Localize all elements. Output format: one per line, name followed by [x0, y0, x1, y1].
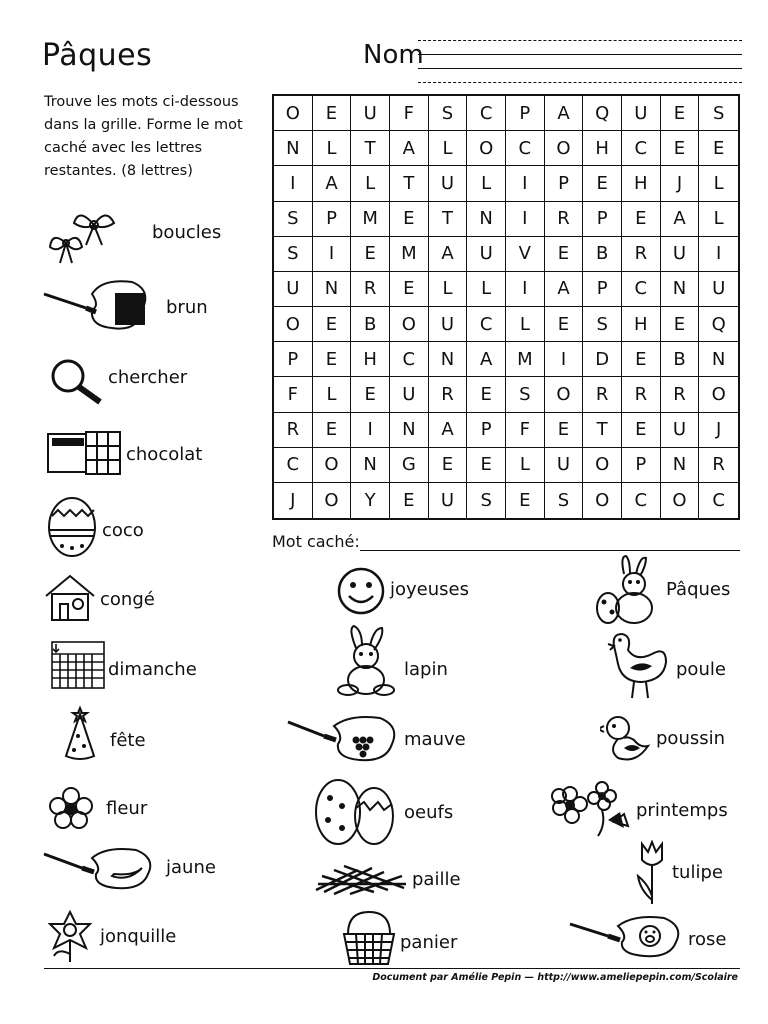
grid-cell-r11-c7[interactable]: S — [545, 483, 584, 518]
tulip-icon — [634, 840, 670, 906]
grid-cell-r4-c9[interactable]: R — [622, 237, 661, 272]
word-coco: coco — [102, 520, 144, 541]
grid-cell-r9-c0[interactable]: R — [274, 413, 313, 448]
grid-cell-r2-c2[interactable]: L — [351, 166, 390, 201]
grid-cell-r6-c3[interactable]: O — [390, 307, 429, 342]
grid-cell-r7-c1[interactable]: E — [313, 342, 352, 377]
grid-cell-r1-c5[interactable]: O — [467, 131, 506, 166]
word-dimanche: dimanche — [108, 659, 197, 680]
word-boucles: boucles — [152, 222, 222, 243]
grid-cell-r2-c6[interactable]: I — [506, 166, 545, 201]
grid-cell-r6-c2[interactable]: B — [351, 307, 390, 342]
grid-cell-r7-c11[interactable]: N — [699, 342, 738, 377]
grid-cell-r11-c3[interactable]: E — [390, 483, 429, 518]
word-lapin: lapin — [404, 659, 448, 680]
grid-cell-r11-c0[interactable]: J — [274, 483, 313, 518]
grid-cell-r10-c1[interactable]: O — [313, 448, 352, 483]
grid-cell-r7-c10[interactable]: B — [661, 342, 700, 377]
grid-cell-r9-c2[interactable]: I — [351, 413, 390, 448]
grid-cell-r5-c4[interactable]: L — [429, 272, 468, 307]
grid-cell-r5-c0[interactable]: U — [274, 272, 313, 307]
grid-cell-r7-c9[interactable]: E — [622, 342, 661, 377]
bows-icon — [44, 205, 144, 270]
word-chocolat: chocolat — [126, 444, 203, 465]
grid-cell-r10-c6[interactable]: L — [506, 448, 545, 483]
grid-cell-r5-c10[interactable]: N — [661, 272, 700, 307]
grid-cell-r0-c7[interactable]: A — [545, 96, 584, 131]
grid-cell-r4-c1[interactable]: I — [313, 237, 352, 272]
grid-cell-r8-c8[interactable]: R — [583, 377, 622, 412]
grid-cell-r8-c1[interactable]: L — [313, 377, 352, 412]
word-paille: paille — [412, 869, 461, 890]
palette-brown-icon — [42, 276, 152, 336]
grid-cell-r10-c4[interactable]: E — [429, 448, 468, 483]
grid-cell-r9-c10[interactable]: U — [661, 413, 700, 448]
grid-cell-r8-c9[interactable]: R — [622, 377, 661, 412]
grid-cell-r1-c8[interactable]: H — [583, 131, 622, 166]
grid-cell-r3-c6[interactable]: I — [506, 202, 545, 237]
grid-cell-r4-c3[interactable]: M — [390, 237, 429, 272]
grid-cell-r9-c5[interactable]: P — [467, 413, 506, 448]
name-guide-line-mid — [418, 54, 742, 55]
grid-cell-r6-c0[interactable]: O — [274, 307, 313, 342]
bunny-icon — [334, 624, 398, 696]
basket-icon — [340, 910, 398, 966]
chick-icon — [600, 712, 652, 764]
grid-cell-r8-c5[interactable]: E — [467, 377, 506, 412]
grid-cell-r5-c9[interactable]: C — [622, 272, 661, 307]
grid-cell-r3-c8[interactable]: P — [583, 202, 622, 237]
word-chercher: chercher — [108, 367, 188, 388]
grid-cell-r7-c4[interactable]: N — [429, 342, 468, 377]
grid-cell-r3-c11[interactable]: L — [699, 202, 738, 237]
grid-cell-r7-c2[interactable]: H — [351, 342, 390, 377]
house-icon — [42, 572, 98, 624]
grid-cell-r8-c7[interactable]: O — [545, 377, 584, 412]
grid-cell-r10-c11[interactable]: R — [699, 448, 738, 483]
grid-cell-r7-c3[interactable]: C — [390, 342, 429, 377]
grid-cell-r4-c6[interactable]: V — [506, 237, 545, 272]
palette-pink-icon — [568, 912, 686, 962]
grid-cell-r6-c4[interactable]: U — [429, 307, 468, 342]
name-write-line[interactable] — [418, 68, 742, 69]
grid-cell-r6-c6[interactable]: L — [506, 307, 545, 342]
grid-cell-r7-c6[interactable]: M — [506, 342, 545, 377]
word-jaune: jaune — [166, 857, 216, 878]
word-mauve: mauve — [404, 729, 466, 750]
grid-cell-r6-c1[interactable]: E — [313, 307, 352, 342]
grid-cell-r1-c0[interactable]: N — [274, 131, 313, 166]
word-poule: poule — [676, 659, 726, 680]
grid-cell-r6-c5[interactable]: C — [467, 307, 506, 342]
grid-cell-r0-c6[interactable]: P — [506, 96, 545, 131]
grid-cell-r10-c10[interactable]: N — [661, 448, 700, 483]
grid-cell-r0-c2[interactable]: U — [351, 96, 390, 131]
grid-cell-r1-c9[interactable]: C — [622, 131, 661, 166]
grid-cell-r5-c7[interactable]: A — [545, 272, 584, 307]
grid-cell-r6-c9[interactable]: H — [622, 307, 661, 342]
grid-cell-r2-c5[interactable]: L — [467, 166, 506, 201]
grid-cell-r1-c3[interactable]: A — [390, 131, 429, 166]
grid-cell-r9-c1[interactable]: E — [313, 413, 352, 448]
grid-cell-r0-c1[interactable]: E — [313, 96, 352, 131]
straw-icon — [314, 860, 408, 896]
grid-cell-r1-c4[interactable]: L — [429, 131, 468, 166]
chocolate-bar-icon — [46, 428, 124, 478]
grid-cell-r8-c0[interactable]: F — [274, 377, 313, 412]
grid-cell-r2-c7[interactable]: P — [545, 166, 584, 201]
grid-cell-r0-c11[interactable]: S — [699, 96, 738, 131]
palette-purple-icon — [286, 714, 402, 764]
grid-cell-r5-c3[interactable]: E — [390, 272, 429, 307]
daffodil-icon — [44, 908, 96, 964]
grid-cell-r9-c9[interactable]: E — [622, 413, 661, 448]
grid-cell-r11-c1[interactable]: O — [313, 483, 352, 518]
grid-cell-r8-c6[interactable]: S — [506, 377, 545, 412]
grid-cell-r8-c10[interactable]: R — [661, 377, 700, 412]
grid-cell-r8-c11[interactable]: O — [699, 377, 738, 412]
grid-cell-r8-c3[interactable]: U — [390, 377, 429, 412]
grid-cell-r4-c4[interactable]: A — [429, 237, 468, 272]
grid-cell-r1-c6[interactable]: C — [506, 131, 545, 166]
grid-cell-r9-c4[interactable]: A — [429, 413, 468, 448]
word-tulipe: tulipe — [672, 862, 723, 883]
grid-cell-r3-c3[interactable]: E — [390, 202, 429, 237]
word-search-grid — [272, 94, 740, 520]
grid-cell-r2-c8[interactable]: E — [583, 166, 622, 201]
word-paques: Pâques — [666, 579, 731, 600]
grid-cell-r8-c2[interactable]: E — [351, 377, 390, 412]
grid-cell-r0-c3[interactable]: F — [390, 96, 429, 131]
word-conge: congé — [100, 589, 155, 610]
party-hat-icon — [60, 706, 100, 762]
grid-cell-r2-c1[interactable]: A — [313, 166, 352, 201]
palette-yellow-icon — [42, 846, 158, 892]
grid-cell-r8-c4[interactable]: R — [429, 377, 468, 412]
grid-cell-r7-c5[interactable]: A — [467, 342, 506, 377]
grid-cell-r6-c7[interactable]: E — [545, 307, 584, 342]
grid-cell-r10-c7[interactable]: U — [545, 448, 584, 483]
grid-cell-r1-c1[interactable]: L — [313, 131, 352, 166]
grid-cell-r3-c9[interactable]: E — [622, 202, 661, 237]
grid-cell-r6-c8[interactable]: S — [583, 307, 622, 342]
grid-cell-r7-c8[interactable]: D — [583, 342, 622, 377]
grid-cell-r9-c6[interactable]: F — [506, 413, 545, 448]
name-guide-line-bottom — [418, 82, 742, 83]
grid-cell-r4-c7[interactable]: E — [545, 237, 584, 272]
grid-cell-r1-c7[interactable]: O — [545, 131, 584, 166]
grid-cell-r3-c0[interactable]: S — [274, 202, 313, 237]
smiley-icon — [336, 566, 386, 616]
grid-cell-r11-c6[interactable]: E — [506, 483, 545, 518]
easter-bunny-eggs-icon — [594, 554, 662, 626]
grid-cell-r2-c11[interactable]: L — [699, 166, 738, 201]
grid-cell-r2-c4[interactable]: U — [429, 166, 468, 201]
grid-cell-r1-c11[interactable]: E — [699, 131, 738, 166]
grid-cell-r10-c2[interactable]: N — [351, 448, 390, 483]
grid-cell-r1-c2[interactable]: T — [351, 131, 390, 166]
grid-cell-r3-c10[interactable]: A — [661, 202, 700, 237]
grid-cell-r0-c4[interactable]: S — [429, 96, 468, 131]
word-panier: panier — [400, 932, 458, 953]
grid-cell-r3-c2[interactable]: M — [351, 202, 390, 237]
grid-cell-r4-c0[interactable]: S — [274, 237, 313, 272]
grid-cell-r5-c1[interactable]: N — [313, 272, 352, 307]
grid-cell-r10-c8[interactable]: O — [583, 448, 622, 483]
hidden-word-label: Mot caché: — [272, 532, 360, 551]
word-poussin: poussin — [656, 728, 726, 749]
grid-cell-r5-c2[interactable]: R — [351, 272, 390, 307]
grid-cell-r3-c4[interactable]: T — [429, 202, 468, 237]
decorated-egg-icon — [46, 496, 98, 558]
hen-icon — [606, 628, 670, 700]
grid-cell-r6-c10[interactable]: E — [661, 307, 700, 342]
spring-flowers-icon — [550, 774, 636, 840]
grid-cell-r3-c1[interactable]: P — [313, 202, 352, 237]
grid-cell-r0-c10[interactable]: E — [661, 96, 700, 131]
grid-cell-r4-c10[interactable]: U — [661, 237, 700, 272]
grid-cell-r2-c0[interactable]: I — [274, 166, 313, 201]
grid-cell-r11-c8[interactable]: O — [583, 483, 622, 518]
grid-cell-r2-c9[interactable]: H — [622, 166, 661, 201]
footer-rule — [44, 968, 740, 969]
grid-cell-r10-c0[interactable]: C — [274, 448, 313, 483]
grid-cell-r5-c11[interactable]: U — [699, 272, 738, 307]
grid-cell-r2-c3[interactable]: T — [390, 166, 429, 201]
footer-credit: Document par Amélie Pepin — http://www.ameliepepin.com/Scolaire — [372, 972, 738, 983]
grid-cell-r9-c3[interactable]: N — [390, 413, 429, 448]
grid-cell-r9-c11[interactable]: J — [699, 413, 738, 448]
word-fleur: fleur — [106, 798, 148, 819]
word-rose: rose — [688, 929, 727, 950]
grid-cell-r0-c8[interactable]: Q — [583, 96, 622, 131]
grid-cell-r11-c5[interactable]: S — [467, 483, 506, 518]
word-jonquille: jonquille — [100, 926, 177, 947]
grid-cell-r10-c5[interactable]: E — [467, 448, 506, 483]
grid-cell-r4-c11[interactable]: I — [699, 237, 738, 272]
grid-cell-r11-c10[interactable]: O — [661, 483, 700, 518]
grid-cell-r4-c2[interactable]: E — [351, 237, 390, 272]
word-printemps: printemps — [636, 800, 728, 821]
grid-cell-r11-c4[interactable]: U — [429, 483, 468, 518]
word-brun: brun — [166, 297, 208, 318]
grid-cell-r11-c9[interactable]: C — [622, 483, 661, 518]
grid-cell-r5-c5[interactable]: L — [467, 272, 506, 307]
calendar-icon — [50, 640, 106, 690]
grid-cell-r7-c0[interactable]: P — [274, 342, 313, 377]
word-oeufs: oeufs — [404, 802, 454, 823]
word-fete: fête — [110, 730, 146, 751]
grid-cell-r0-c0[interactable]: O — [274, 96, 313, 131]
grid-cell-r6-c11[interactable]: Q — [699, 307, 738, 342]
grid-cell-r0-c9[interactable]: U — [622, 96, 661, 131]
name-label: Nom — [363, 40, 424, 70]
grid-cell-r9-c8[interactable]: T — [583, 413, 622, 448]
grid-cell-r9-c7[interactable]: E — [545, 413, 584, 448]
hidden-word-answer-line[interactable] — [360, 550, 740, 551]
name-guide-line-top — [418, 40, 742, 41]
grid-cell-r10-c3[interactable]: G — [390, 448, 429, 483]
grid-cell-r4-c8[interactable]: B — [583, 237, 622, 272]
grid-cell-r5-c6[interactable]: I — [506, 272, 545, 307]
grid-cell-r0-c5[interactable]: C — [467, 96, 506, 131]
page-title: Pâques — [42, 38, 153, 73]
grid-cell-r3-c5[interactable]: N — [467, 202, 506, 237]
grid-cell-r10-c9[interactable]: P — [622, 448, 661, 483]
grid-cell-r11-c11[interactable]: C — [712, 489, 725, 511]
grid-cell-r1-c10[interactable]: E — [661, 131, 700, 166]
eggs-icon — [312, 778, 396, 848]
instructions: Trouve les mots ci-dessous dans la grille. Forme le mot caché avec les lettres restantes. (8 lettres) — [44, 94, 243, 179]
grid-cell-r7-c7[interactable]: I — [545, 342, 584, 377]
grid-cell-r5-c8[interactable]: P — [583, 272, 622, 307]
word-joyeuses: joyeuses — [390, 579, 469, 600]
grid-cell-r2-c10[interactable]: J — [661, 166, 700, 201]
magnifying-glass-icon — [48, 356, 106, 406]
grid-cell-r11-c2[interactable]: Y — [351, 483, 390, 518]
flower-icon — [44, 786, 98, 830]
grid-cell-r4-c5[interactable]: U — [467, 237, 506, 272]
grid-cell-r3-c7[interactable]: R — [545, 202, 584, 237]
